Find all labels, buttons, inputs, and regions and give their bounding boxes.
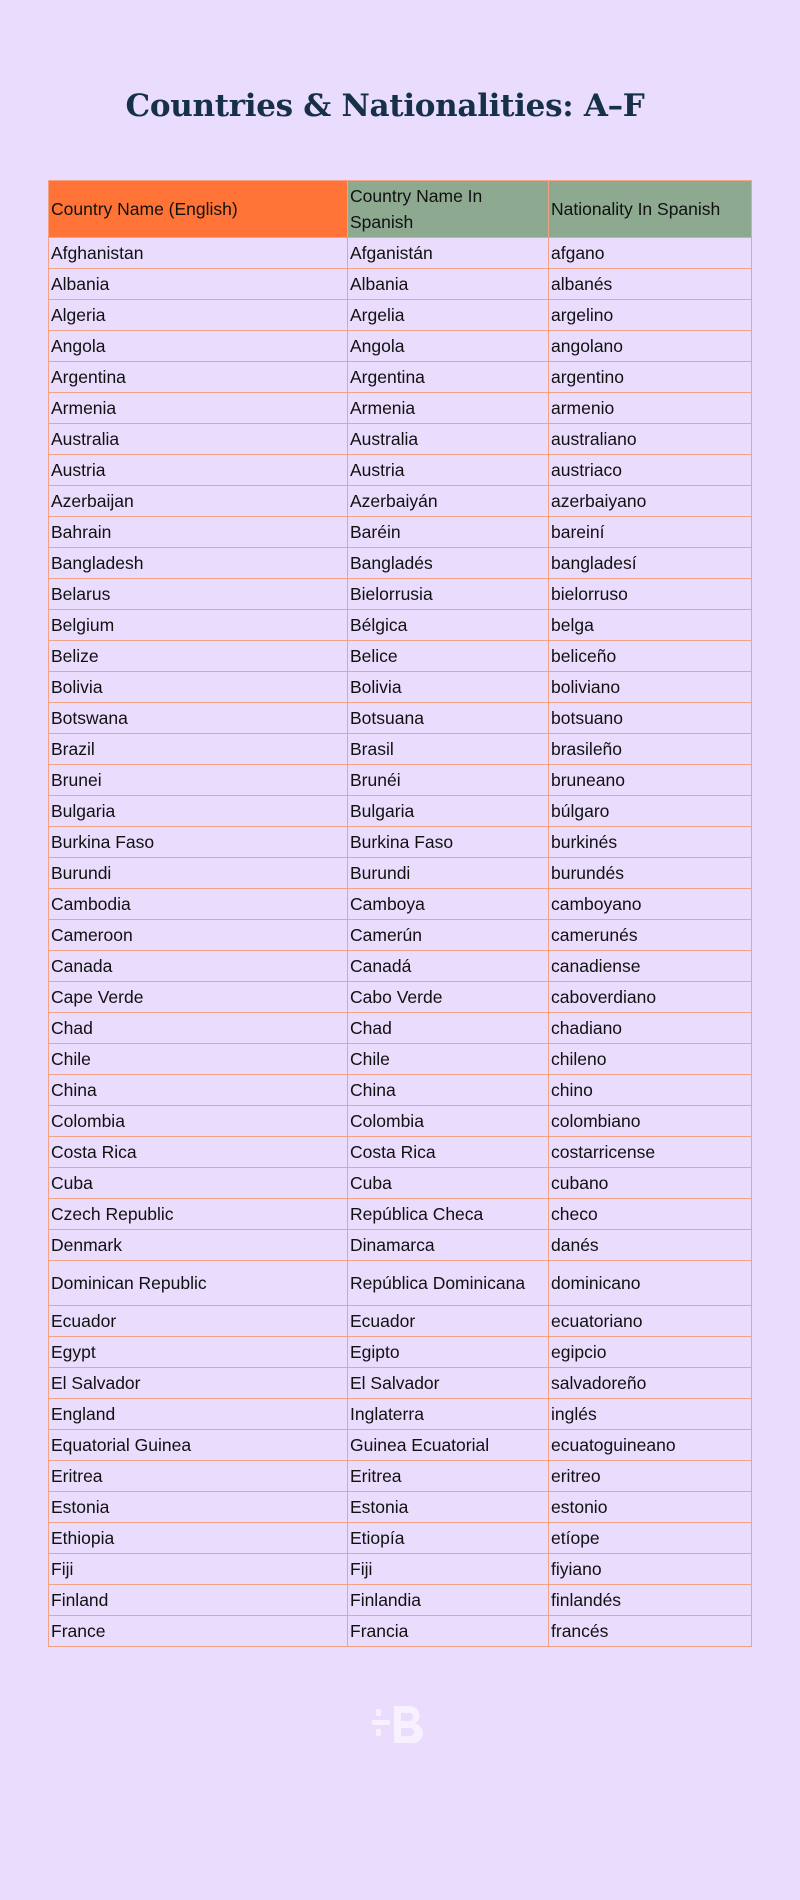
table-row <box>49 548 752 579</box>
table-row <box>49 1261 752 1306</box>
cell-nationality-spanish: albanés <box>549 269 752 300</box>
cell-country-spanish: Cuba <box>348 1168 549 1199</box>
cell-nationality-spanish: burundés <box>549 858 752 889</box>
cell-country-english: Afghanistan <box>49 238 348 269</box>
cell-country-english: Finland <box>49 1585 348 1616</box>
table-row <box>49 982 752 1013</box>
table-row <box>49 1337 752 1368</box>
cell-country-spanish: Ecuador <box>348 1306 549 1337</box>
header-nationality-spanish: Nationality In Spanish <box>549 181 752 238</box>
cell-nationality-spanish: australiano <box>549 424 752 455</box>
table-row <box>49 796 752 827</box>
table-header-row <box>49 181 752 238</box>
cell-country-english: Bahrain <box>49 517 348 548</box>
table-row <box>49 455 752 486</box>
cell-country-spanish: Cabo Verde <box>348 982 549 1013</box>
cell-country-english: Colombia <box>49 1106 348 1137</box>
cell-country-english: England <box>49 1399 348 1430</box>
cell-nationality-spanish: boliviano <box>549 672 752 703</box>
cell-country-english: Egypt <box>49 1337 348 1368</box>
cell-country-english: Australia <box>49 424 348 455</box>
cell-country-spanish: República Dominicana <box>348 1261 549 1306</box>
table-row <box>49 1199 752 1230</box>
table-row <box>49 1492 752 1523</box>
cell-nationality-spanish: checo <box>549 1199 752 1230</box>
cell-nationality-spanish: dominicano <box>549 1261 752 1306</box>
table-row <box>49 1523 752 1554</box>
cell-country-spanish: Eritrea <box>348 1461 549 1492</box>
page-title: Countries & Nationalities: A–F <box>125 88 645 124</box>
cell-nationality-spanish: bielorruso <box>549 579 752 610</box>
cell-country-english: Armenia <box>49 393 348 424</box>
cell-country-spanish: Armenia <box>348 393 549 424</box>
cell-country-spanish: Canadá <box>348 951 549 982</box>
table-row <box>49 734 752 765</box>
table-row <box>49 703 752 734</box>
cell-country-spanish: Chad <box>348 1013 549 1044</box>
table-row <box>49 1075 752 1106</box>
cell-country-english: Brazil <box>49 734 348 765</box>
cell-nationality-spanish: ecuatoriano <box>549 1306 752 1337</box>
cell-country-english: France <box>49 1616 348 1647</box>
cell-country-spanish: Baréin <box>348 517 549 548</box>
table-row <box>49 517 752 548</box>
cell-country-spanish: Bélgica <box>348 610 549 641</box>
cell-country-english: Cameroon <box>49 920 348 951</box>
cell-country-english: Azerbaijan <box>49 486 348 517</box>
table-row <box>49 951 752 982</box>
cell-country-english: Estonia <box>49 1492 348 1523</box>
table-row <box>49 827 752 858</box>
cell-nationality-spanish: eritreo <box>549 1461 752 1492</box>
cell-country-spanish: Angola <box>348 331 549 362</box>
cell-country-spanish: Etiopía <box>348 1523 549 1554</box>
cell-country-english: Bulgaria <box>49 796 348 827</box>
cell-country-english: Cuba <box>49 1168 348 1199</box>
cell-country-english: Albania <box>49 269 348 300</box>
table-row <box>49 1430 752 1461</box>
cell-country-english: Dominican Republic <box>49 1261 348 1306</box>
cell-country-english: Austria <box>49 455 348 486</box>
cell-nationality-spanish: colombiano <box>549 1106 752 1137</box>
cell-nationality-spanish: beliceño <box>549 641 752 672</box>
cell-country-spanish: Burundi <box>348 858 549 889</box>
cell-nationality-spanish: fiyiano <box>549 1554 752 1585</box>
table-row <box>49 1399 752 1430</box>
table-row <box>49 393 752 424</box>
cell-country-spanish: Brasil <box>348 734 549 765</box>
cell-nationality-spanish: salvadoreño <box>549 1368 752 1399</box>
cell-nationality-spanish: chadiano <box>549 1013 752 1044</box>
cell-country-english: Algeria <box>49 300 348 331</box>
cell-country-english: Cape Verde <box>49 982 348 1013</box>
table-row <box>49 858 752 889</box>
cell-nationality-spanish: búlgaro <box>549 796 752 827</box>
cell-country-spanish: Chile <box>348 1044 549 1075</box>
cell-country-spanish: Botsuana <box>348 703 549 734</box>
table-row <box>49 486 752 517</box>
table-row <box>49 1106 752 1137</box>
cell-nationality-spanish: bruneano <box>549 765 752 796</box>
table-row <box>49 331 752 362</box>
cell-country-spanish: Afganistán <box>348 238 549 269</box>
table-row <box>49 424 752 455</box>
cell-country-spanish: Estonia <box>348 1492 549 1523</box>
cell-country-spanish: Bielorrusia <box>348 579 549 610</box>
cell-country-english: Ecuador <box>49 1306 348 1337</box>
cell-nationality-spanish: camboyano <box>549 889 752 920</box>
table-row <box>49 1616 752 1647</box>
cell-country-spanish: Guinea Ecuatorial <box>348 1430 549 1461</box>
table-row <box>49 1230 752 1261</box>
table-row <box>49 1306 752 1337</box>
cell-country-spanish: Inglaterra <box>348 1399 549 1430</box>
table-row <box>49 300 752 331</box>
header-country-spanish: Country Name In Spanish <box>348 181 549 238</box>
cell-nationality-spanish: brasileño <box>549 734 752 765</box>
cell-country-english: Botswana <box>49 703 348 734</box>
table-row <box>49 1585 752 1616</box>
cell-country-spanish: Fiji <box>348 1554 549 1585</box>
cell-nationality-spanish: chileno <box>549 1044 752 1075</box>
table-row <box>49 641 752 672</box>
countries-table <box>48 180 752 1647</box>
cell-country-english: Czech Republic <box>49 1199 348 1230</box>
cell-nationality-spanish: azerbaiyano <box>549 486 752 517</box>
cell-country-english: Burundi <box>49 858 348 889</box>
cell-country-spanish: Austria <box>348 455 549 486</box>
cell-country-english: China <box>49 1075 348 1106</box>
cell-country-spanish: Costa Rica <box>348 1137 549 1168</box>
table-row <box>49 1461 752 1492</box>
cell-nationality-spanish: danés <box>549 1230 752 1261</box>
cell-country-english: Cambodia <box>49 889 348 920</box>
cell-country-spanish: Camboya <box>348 889 549 920</box>
cell-country-english: Ethiopia <box>49 1523 348 1554</box>
cell-country-spanish: Argelia <box>348 300 549 331</box>
cell-nationality-spanish: francés <box>549 1616 752 1647</box>
cell-country-spanish: Egipto <box>348 1337 549 1368</box>
table-row <box>49 1554 752 1585</box>
cell-country-spanish: China <box>348 1075 549 1106</box>
cell-country-english: Brunei <box>49 765 348 796</box>
table-row <box>49 362 752 393</box>
header-country-english: Country Name (English) <box>49 181 348 238</box>
cell-country-english: Fiji <box>49 1554 348 1585</box>
cell-country-spanish: Albania <box>348 269 549 300</box>
cell-country-english: Costa Rica <box>49 1137 348 1168</box>
cell-country-spanish: República Checa <box>348 1199 549 1230</box>
cell-nationality-spanish: austriaco <box>549 455 752 486</box>
cell-country-spanish: Francia <box>348 1616 549 1647</box>
cell-nationality-spanish: chino <box>549 1075 752 1106</box>
cell-nationality-spanish: angolano <box>549 331 752 362</box>
cell-nationality-spanish: inglés <box>549 1399 752 1430</box>
cell-nationality-spanish: burkinés <box>549 827 752 858</box>
cell-country-spanish: Bolivia <box>348 672 549 703</box>
cell-nationality-spanish: ecuatoguineano <box>549 1430 752 1461</box>
table-body <box>49 238 752 1647</box>
cell-country-english: Belize <box>49 641 348 672</box>
cell-nationality-spanish: costarricense <box>549 1137 752 1168</box>
cell-nationality-spanish: argelino <box>549 300 752 331</box>
table-row <box>49 1044 752 1075</box>
cell-country-spanish: Finlandia <box>348 1585 549 1616</box>
cell-country-spanish: Burkina Faso <box>348 827 549 858</box>
cell-country-english: Equatorial Guinea <box>49 1430 348 1461</box>
cell-nationality-spanish: botsuano <box>549 703 752 734</box>
cell-country-english: Canada <box>49 951 348 982</box>
cell-country-english: Bangladesh <box>49 548 348 579</box>
cell-nationality-spanish: estonio <box>549 1492 752 1523</box>
brand-logo-icon <box>370 1700 430 1748</box>
cell-country-spanish: El Salvador <box>348 1368 549 1399</box>
cell-country-english: Bolivia <box>49 672 348 703</box>
cell-nationality-spanish: camerunés <box>549 920 752 951</box>
table-row <box>49 765 752 796</box>
table-row <box>49 1137 752 1168</box>
cell-country-english: Belarus <box>49 579 348 610</box>
cell-country-spanish: Dinamarca <box>348 1230 549 1261</box>
cell-country-spanish: Brunéi <box>348 765 549 796</box>
cell-nationality-spanish: bareiní <box>549 517 752 548</box>
table-row <box>49 579 752 610</box>
cell-country-spanish: Azerbaiyán <box>348 486 549 517</box>
cell-nationality-spanish: caboverdiano <box>549 982 752 1013</box>
table-row <box>49 889 752 920</box>
cell-nationality-spanish: belga <box>549 610 752 641</box>
cell-nationality-spanish: armenio <box>549 393 752 424</box>
cell-nationality-spanish: cubano <box>549 1168 752 1199</box>
cell-country-english: Belgium <box>49 610 348 641</box>
cell-nationality-spanish: egipcio <box>549 1337 752 1368</box>
cell-country-english: Chile <box>49 1044 348 1075</box>
table-row <box>49 1368 752 1399</box>
cell-nationality-spanish: bangladesí <box>549 548 752 579</box>
table-row <box>49 1013 752 1044</box>
cell-nationality-spanish: finlandés <box>549 1585 752 1616</box>
cell-country-english: Chad <box>49 1013 348 1044</box>
cell-country-spanish: Camerún <box>348 920 549 951</box>
cell-country-english: Argentina <box>49 362 348 393</box>
table-row <box>49 920 752 951</box>
cell-country-spanish: Argentina <box>348 362 549 393</box>
table-row <box>49 610 752 641</box>
cell-nationality-spanish: canadiense <box>549 951 752 982</box>
table-row <box>49 1168 752 1199</box>
cell-country-spanish: Belice <box>348 641 549 672</box>
cell-country-spanish: Colombia <box>348 1106 549 1137</box>
cell-country-english: Eritrea <box>49 1461 348 1492</box>
table-row <box>49 238 752 269</box>
cell-country-english: Burkina Faso <box>49 827 348 858</box>
cell-nationality-spanish: argentino <box>549 362 752 393</box>
cell-country-english: Angola <box>49 331 348 362</box>
cell-nationality-spanish: afgano <box>549 238 752 269</box>
cell-country-english: Denmark <box>49 1230 348 1261</box>
cell-country-spanish: Bangladés <box>348 548 549 579</box>
cell-nationality-spanish: etíope <box>549 1523 752 1554</box>
table-row <box>49 672 752 703</box>
cell-country-english: El Salvador <box>49 1368 348 1399</box>
cell-country-spanish: Australia <box>348 424 549 455</box>
cell-country-spanish: Bulgaria <box>348 796 549 827</box>
table-row <box>49 269 752 300</box>
